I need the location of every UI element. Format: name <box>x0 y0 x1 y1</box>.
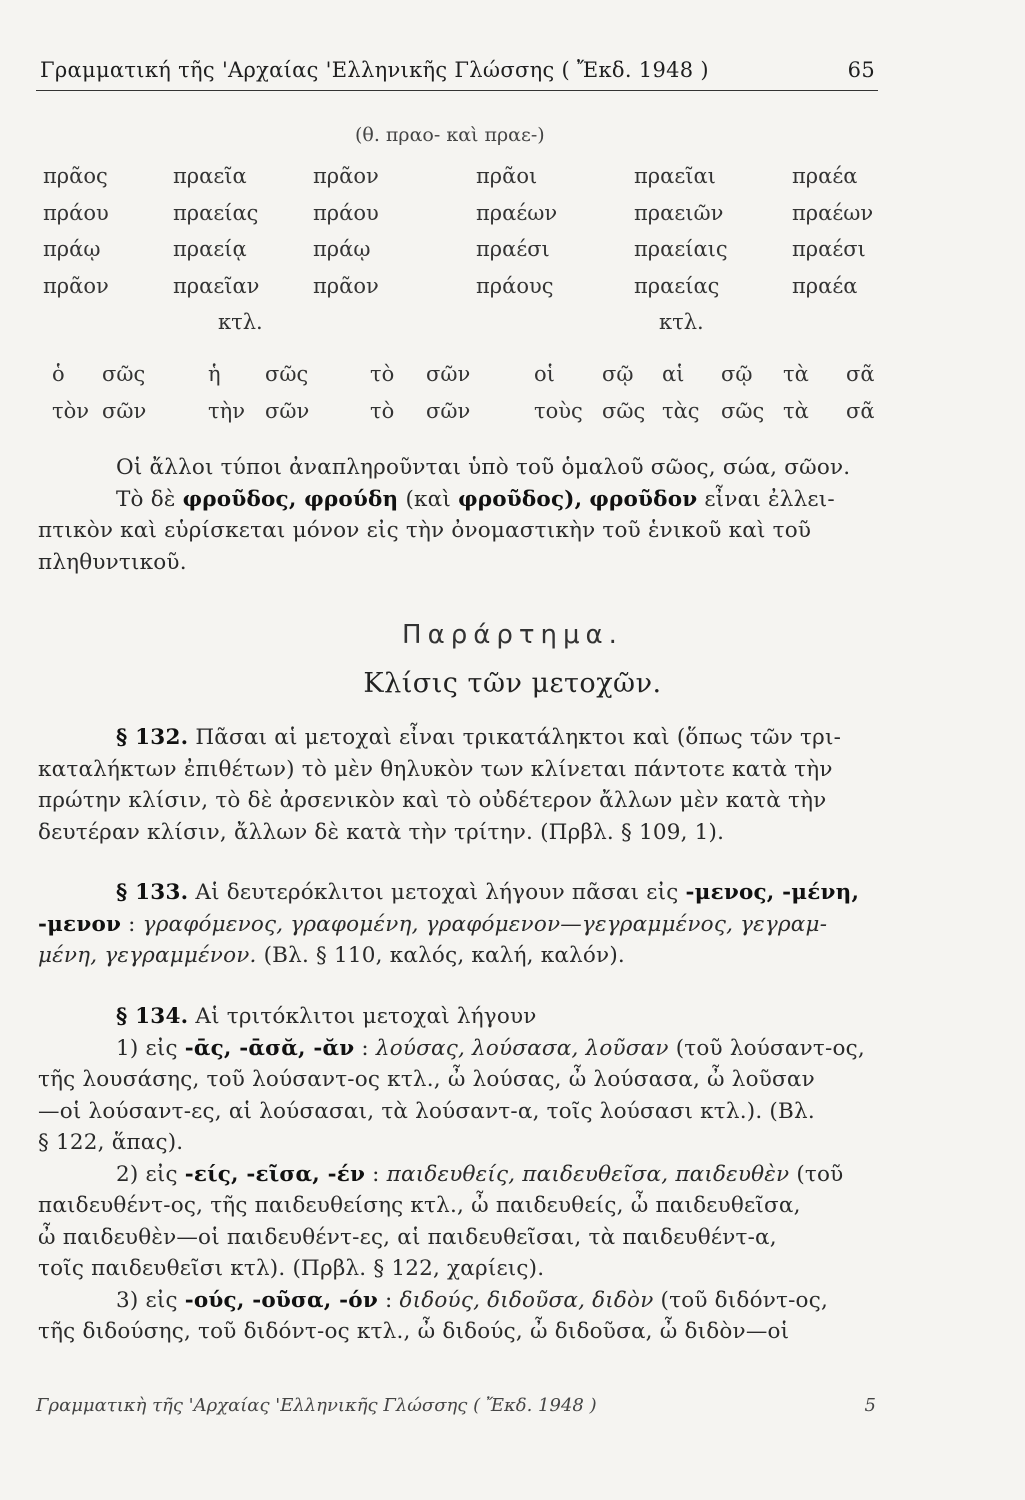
paradigm-cell: πραείαις <box>634 237 728 262</box>
sos-cell: σῶν <box>102 398 147 423</box>
text: (τοῦ λούσαντ-ος, <box>675 1035 865 1061</box>
note-term: φροῦδος), <box>458 486 583 512</box>
running-title: Γραμματική τῆς 'Αρχαίας 'Ελληνικῆς Γλώσσης ( Ἔκδ. 1948 ) <box>40 58 709 82</box>
paradigm-cell: πρᾶον <box>43 273 109 298</box>
text-line <box>38 940 878 972</box>
text-line: τοῖς παιδευθεῖσι κτλ). (Πρβλ. § 122, χαρίεις). <box>38 1256 545 1281</box>
text: 2) εἰς <box>116 1161 178 1187</box>
paradigm-cell: πράῳ <box>313 237 371 262</box>
sos-cell: ἡ <box>208 362 221 387</box>
sos-cell: τὸ <box>370 398 395 423</box>
text: : <box>385 1287 393 1313</box>
header-rule <box>36 90 878 91</box>
sos-cell: σῶς <box>102 362 146 387</box>
sos-cell: τὸ <box>370 362 395 387</box>
paradigm-cell: πρᾶοι <box>476 164 538 189</box>
text-line: καταλήκτων ἐπιθέτων) τὸ μὲν θηλυκὸν των κλίνεται πάντοτε κατὰ τὴν <box>38 756 833 782</box>
sos-cell: σῶς <box>721 398 765 423</box>
page-number: 65 <box>847 58 875 82</box>
text: Αἱ τριτόκλιτοι μετοχαὶ λήγουν <box>195 1004 537 1029</box>
example: διδούς, διδοῦσα, διδὸν <box>399 1287 654 1313</box>
section-number: § 134. <box>116 1004 189 1029</box>
paradigm-cell: πραεῖαι <box>634 164 716 189</box>
page-footer <box>36 1390 876 1420</box>
note-line: πτικὸν καὶ εὑρίσκεται μόνον εἰς τὴν ὀνομαστικὴν τοῦ ἑνικοῦ καὶ τοῦ <box>38 518 812 543</box>
section-134 <box>38 1001 878 1348</box>
text-line <box>38 1033 878 1065</box>
paradigm-cell: πραέων <box>476 200 558 225</box>
footer-title: Γραμματικὴ τῆς 'Αρχαίας 'Ελληνικῆς Γλώσσης ( Ἔκδ. 1948 ) <box>36 1394 597 1416</box>
paradigm-table <box>43 158 892 341</box>
paradigm-row <box>43 304 892 341</box>
text-line: τῆς διδούσης, τοῦ διδόντ-ος κτλ., ὦ διδούς, ὦ διδοῦσα, ὦ διδὸν—οἱ <box>38 1319 790 1344</box>
text-line: τῆς λουσάσης, τοῦ λούσαντ-ος κτλ., ὦ λούσας, ὦ λούσασα, ὦ λοῦσαν <box>38 1067 815 1092</box>
sos-cell: σῶν <box>426 398 471 423</box>
sos-cell: αἱ <box>662 362 685 387</box>
example: μένη, γεγραμμένον. <box>38 943 257 968</box>
text: 1) εἰς <box>116 1035 178 1061</box>
paradigm-cell: πραέσι <box>792 237 866 262</box>
text-line <box>38 722 878 754</box>
paradigm-cell: πραείας <box>634 273 720 298</box>
sos-cell: τοὺς <box>534 398 583 423</box>
paradigm-cell: πράου <box>313 200 379 225</box>
sos-cell: οἱ <box>534 362 555 387</box>
sos-row <box>52 393 886 430</box>
paradigm-cell: πράου <box>43 200 109 225</box>
note-term: φροῦδος, φρούδη <box>182 486 399 512</box>
paradigm-cell <box>43 304 173 341</box>
paradigm-cell: πράῳ <box>43 237 101 262</box>
example: γραφόμενος, γραφομένη, γραφόμενον—γεγραμμένος, γεγραμ- <box>142 911 828 937</box>
text-line: ὦ παιδευθὲν—οἱ παιδευθέντ-ες, αἱ παιδευθεῖσαι, τὰ παιδευθέντ-α, <box>38 1224 777 1250</box>
page-header <box>40 52 875 88</box>
note-line: Οἱ ἄλλοι τύποι ἀναπληροῦνται ὑπὸ τοῦ ὁμαλοῦ σῶος, σώα, σῶον. <box>116 455 851 480</box>
paradigm-cell <box>476 304 634 341</box>
sos-cell: τὴν <box>208 398 245 423</box>
sos-cell: τὰ <box>783 362 809 387</box>
sos-cell: σῷ <box>721 362 753 387</box>
text-line <box>38 1159 878 1191</box>
paradigm-row <box>43 195 892 232</box>
text: (τοῦ <box>796 1161 844 1187</box>
example: παιδευθείς, παιδευθεῖσα, παιδευθὲν <box>386 1161 790 1187</box>
example: λούσας, λούσασα, λοῦσαν <box>375 1035 669 1061</box>
text-line <box>38 909 878 941</box>
paradigm-cell: πραέσι <box>476 237 550 262</box>
paradigm-cell: πραεῖαν <box>173 273 260 298</box>
note-term: φροῦδον <box>589 486 698 512</box>
paradigm-cell: πραέων <box>792 200 874 225</box>
text-line: —οἱ λούσαντ-ες, αἱ λούσασαι, τὰ λούσαντ-α, τοῖς λούσασι κτλ.). (Βλ. <box>38 1098 815 1124</box>
notes-paragraph <box>38 452 878 578</box>
sos-cell: σῷ <box>602 362 634 387</box>
text: (τοῦ διδόντ-ος, <box>660 1287 828 1313</box>
sos-cell: σῶν <box>265 398 310 423</box>
text-line: δευτέραν κλίσιν, ἄλλων δὲ κατὰ τὴν τρίτην. (Πρβλ. § 109, 1). <box>38 819 725 845</box>
text-line: παιδευθέντ-ος, τῆς παιδευθείσης κτλ., ὦ παιδευθείς, ὦ παιδευθεῖσα, <box>38 1193 801 1218</box>
sos-row <box>52 356 886 393</box>
text: 3) εἰς <box>116 1287 178 1313</box>
paradigm-cell: κτλ. <box>218 310 263 335</box>
paradigm-cell: πρᾶον <box>313 164 379 189</box>
text: : <box>361 1035 369 1061</box>
signature-mark: 5 <box>864 1394 876 1416</box>
section-132 <box>38 722 878 848</box>
paradigm-cell: πρᾶον <box>313 273 379 298</box>
ending: -ούς, -οῦσα, -όν <box>184 1287 378 1313</box>
text: (Βλ. § 110, καλός, καλή, καλόν). <box>263 943 625 968</box>
text-line <box>38 1001 878 1033</box>
sos-cell: τὰς <box>662 398 700 423</box>
text-line: πρώτην κλίσιν, τὸ δὲ ἀρσενικὸν καὶ τὸ οὐδέτερον ἄλλων μὲν κατὰ τὴν <box>38 788 827 813</box>
sos-cell: σᾶ <box>846 398 875 423</box>
paradigm-row <box>43 158 892 195</box>
section-number: § 133. <box>116 880 189 905</box>
paradigm-cell: κτλ. <box>659 310 704 335</box>
sos-cell: τὰ <box>783 398 809 423</box>
paradigm-cell <box>792 304 892 341</box>
ending: -μενος, -μένη, <box>685 880 860 905</box>
note-text: εἶναι ἐλλει- <box>704 486 835 512</box>
sos-cell: τὸν <box>52 398 90 423</box>
paradigm-cell: πραειῶν <box>634 200 724 225</box>
text-line: § 122, ἅπας). <box>38 1130 184 1155</box>
text: : <box>372 1161 380 1187</box>
paradigm-cell: πρᾶος <box>43 164 108 189</box>
appendix-subheading: Κλίσις τῶν μετοχῶν. <box>363 668 662 699</box>
text: : <box>128 911 136 937</box>
text: Πᾶσαι αἱ μετοχαὶ εἶναι τρικατάληκτοι καὶ (ὅπως τῶν τρι- <box>195 725 842 750</box>
ending: -είς, -εῖσα, -έν <box>184 1161 366 1187</box>
note-text: (καὶ <box>405 486 452 512</box>
paradigm-cell: πράους <box>476 273 554 298</box>
sos-cell: σῶν <box>426 362 471 387</box>
paradigm-cell: πραεῖα <box>173 164 247 189</box>
note-line: πληθυντικοῦ. <box>38 549 187 575</box>
note-line <box>38 484 878 516</box>
paradigm-cell: πραείᾳ <box>173 237 247 262</box>
paradigm-row <box>43 268 892 305</box>
paradigm-cell <box>313 304 476 341</box>
paradigm-cell: πραείας <box>173 200 259 225</box>
text-line <box>38 1285 878 1317</box>
paradigm-cell: πραέα <box>792 164 858 189</box>
paradigm-cell: πραέα <box>792 273 858 298</box>
sos-cell: σᾶ <box>846 362 875 387</box>
sos-table <box>52 356 886 429</box>
section-number: § 132. <box>116 725 189 750</box>
section-133 <box>38 877 878 972</box>
sos-cell: ὁ <box>52 362 65 387</box>
sos-cell: σῶς <box>265 362 309 387</box>
text-line <box>38 877 878 909</box>
note-text: Τὸ δὲ <box>116 486 176 512</box>
ending: -μενον <box>38 911 122 937</box>
appendix-heading: Παράρτημα. <box>402 620 623 650</box>
text: Αἱ δευτερόκλιτοι μετοχαὶ λήγουν πᾶσαι εἰς <box>195 880 679 905</box>
paradigm-row <box>43 231 892 268</box>
ending: -ᾱς, -ᾱσᾰ, -ᾰν <box>184 1035 355 1061</box>
sos-cell: σῶς <box>602 398 646 423</box>
paradigm-title: (θ. πραο- καὶ πραε-) <box>355 124 545 146</box>
